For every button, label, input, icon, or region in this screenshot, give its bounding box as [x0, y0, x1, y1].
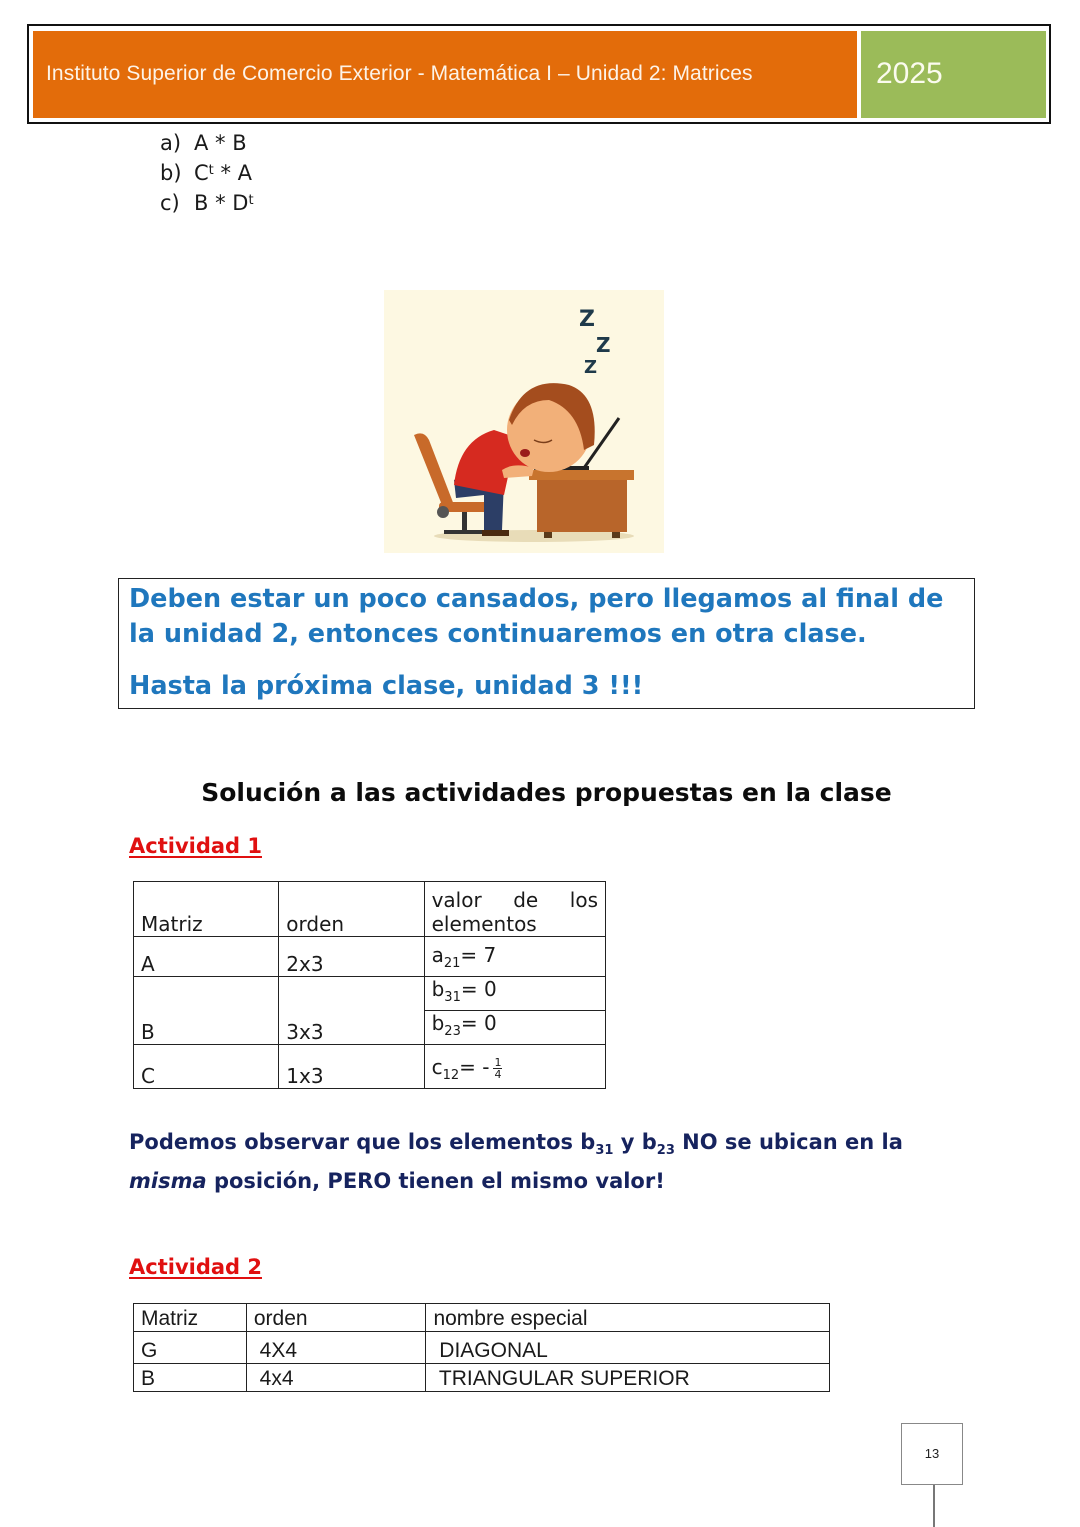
transpose-superscript: t — [248, 193, 254, 208]
exercise-item — [160, 188, 254, 218]
order-cell: 2x3 — [279, 937, 424, 977]
matrix-cell: G — [134, 1332, 247, 1364]
note-text: y b — [613, 1130, 657, 1154]
element-value: = - — [459, 1055, 490, 1079]
header-year: 2025 — [876, 57, 943, 90]
exercise-label: c) — [160, 191, 180, 215]
element-var: b — [431, 1011, 445, 1035]
sleeping-student-icon — [384, 290, 664, 553]
exercise-expression: * A — [213, 161, 252, 185]
svg-text:Z: Z — [596, 333, 611, 357]
matrix-cell: A — [134, 937, 279, 977]
order-cell: 3x3 — [279, 977, 424, 1045]
transpose-superscript: t — [208, 163, 214, 178]
section-title: Solución a las actividades propuestas en la clase — [201, 778, 892, 807]
activity2-title: Actividad 2 — [129, 1255, 262, 1279]
special-name-cell: TRIANGULAR SUPERIOR — [426, 1364, 830, 1392]
table-row — [134, 1045, 606, 1089]
fraction-numerator: 1 — [494, 1056, 502, 1069]
value-cell — [424, 1011, 605, 1045]
value-cell — [424, 1045, 605, 1089]
note-text: posición, PERO tienen el mismo valor! — [206, 1169, 665, 1194]
fraction — [493, 1057, 502, 1080]
element-var: a — [431, 943, 444, 967]
table-row — [134, 937, 606, 977]
table-header-row — [134, 1304, 830, 1332]
activity2-table — [133, 1303, 830, 1392]
fraction-denominator: 4 — [494, 1068, 502, 1081]
order-cell: 1x3 — [279, 1045, 424, 1089]
value-cell — [424, 977, 605, 1011]
exercise-label: b) — [160, 161, 182, 185]
header-title: Instituto Superior de Comercio Exterior - Matemática I – Unidad 2: Matrices — [46, 62, 753, 85]
svg-text:Z: Z — [584, 357, 598, 378]
order-cell: 4x4 — [246, 1364, 426, 1392]
exercise-item — [160, 158, 254, 188]
element-index: 23 — [444, 1024, 461, 1039]
exercise-expression: B * D — [194, 191, 249, 215]
activity1-title: Actividad 1 — [129, 834, 262, 858]
element-index: 31 — [444, 990, 461, 1005]
special-name-cell: DIAGONAL — [426, 1332, 830, 1364]
table-header: orden — [246, 1304, 426, 1332]
element-value: = 0 — [460, 1011, 497, 1035]
table-header: nombre especial — [426, 1304, 830, 1332]
element-index: 12 — [442, 1068, 460, 1083]
element-value: = 0 — [460, 977, 497, 1001]
matrix-cell: C — [134, 1045, 279, 1089]
table-row — [134, 1364, 830, 1392]
note-index: 31 — [595, 1143, 614, 1159]
closing-message-line2: Hasta la próxima clase, unidad 3 !!! — [129, 671, 644, 701]
element-var: b — [431, 977, 445, 1001]
exercise-expression: A * B — [194, 131, 247, 155]
table-header: orden — [279, 882, 424, 937]
note-text: Podemos observar que los elementos b — [129, 1130, 596, 1154]
note-emphasis: misma — [129, 1169, 207, 1194]
table-row — [134, 1332, 830, 1364]
table-row — [134, 977, 606, 1011]
observation-note — [129, 1127, 969, 1197]
table-header: Matriz — [134, 1304, 247, 1332]
page-number-connector — [933, 1485, 935, 1527]
exercise-expression: C — [194, 161, 209, 185]
note-index: 23 — [656, 1143, 675, 1159]
matrix-cell: B — [134, 977, 279, 1045]
matrix-cell: B — [134, 1364, 247, 1392]
element-var: c — [431, 1055, 443, 1079]
activity1-table — [133, 881, 606, 1089]
sleeping-student-illustration — [384, 290, 664, 553]
table-header: Matriz — [134, 882, 279, 937]
closing-message-line1: Deben estar un poco cansados, pero llegamos al final de la unidad 2, entonces continuaremos en otra clase. — [129, 584, 944, 649]
exercise-list — [160, 128, 254, 218]
order-cell: 4X4 — [246, 1332, 426, 1364]
svg-text:Z: Z — [579, 307, 595, 332]
element-index: 21 — [443, 956, 461, 971]
table-header: valor de los elementos — [424, 882, 605, 937]
table-header-row — [134, 882, 606, 937]
note-text: NO se ubican en la — [674, 1130, 903, 1154]
element-value: = 7 — [460, 943, 497, 967]
value-cell — [424, 937, 605, 977]
exercise-label: a) — [160, 131, 182, 155]
page-number: 13 — [901, 1423, 963, 1485]
exercise-item — [160, 128, 254, 158]
